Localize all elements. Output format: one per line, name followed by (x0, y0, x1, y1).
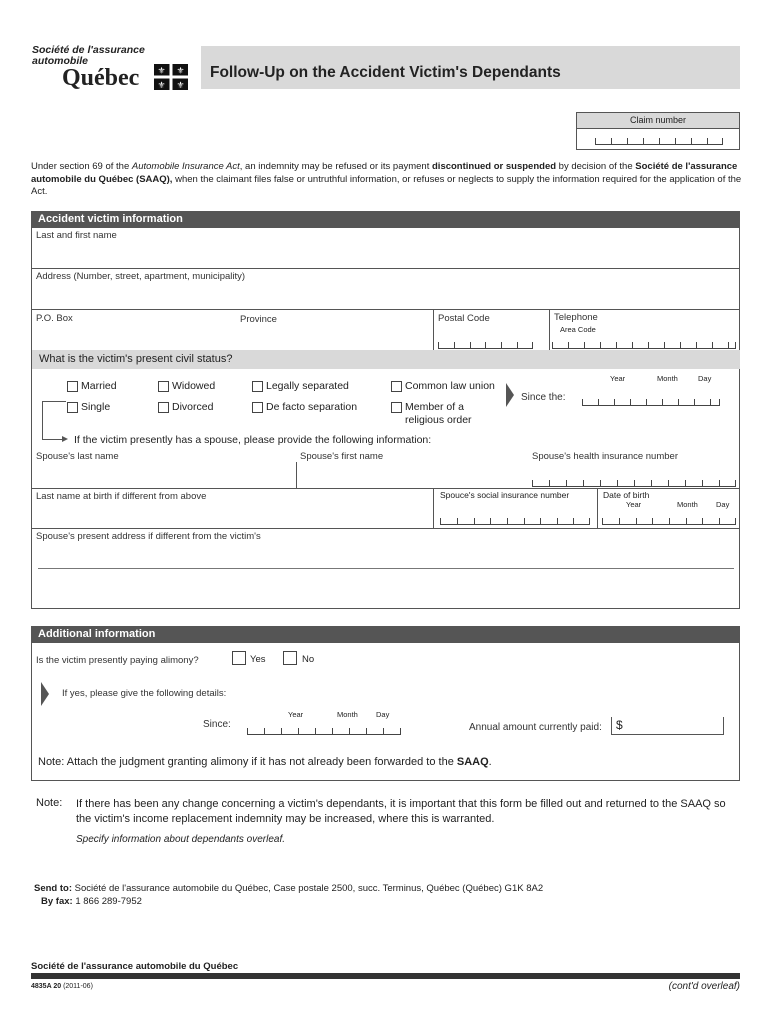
common-law-union-label: Common law union (405, 380, 495, 392)
victim-section-heading: Accident victim information (31, 211, 740, 228)
spouse-sin-label: Spouce's social insurance number (440, 490, 570, 500)
legally-separated-label: Legally separated (266, 380, 349, 392)
common-law-union-checkbox[interactable] (391, 381, 402, 392)
form-code: 4835A 20 (2011-06) (31, 983, 93, 990)
alimony-month-label: Month (337, 710, 358, 719)
claim-number-label: Claim number (576, 112, 740, 128)
footer-org: Société de l'assurance automobile du Québec (31, 961, 239, 972)
additional-section-heading: Additional information (31, 626, 740, 643)
telephone-field[interactable] (552, 341, 736, 349)
quebec-wordmark: Québec (62, 65, 140, 91)
alimony-yes-label: Yes (250, 654, 266, 665)
fleur-de-lis-flag-icon (154, 64, 188, 90)
spouse-note: If the victim presently has a spouse, please provide the following information: (74, 434, 432, 446)
address-field[interactable] (32, 282, 739, 309)
dob-day-label: Day (716, 500, 730, 509)
svg-text:⚜: ⚜ (157, 81, 166, 90)
married-label: Married (81, 380, 117, 392)
alimony-no-checkbox[interactable] (283, 651, 297, 665)
alimony-year-label: Year (288, 710, 304, 719)
annual-amount-label: Annual amount currently paid: (469, 722, 602, 733)
spouse-health-number-field[interactable] (532, 479, 736, 487)
svg-text:⚜: ⚜ (176, 81, 185, 90)
claim-number-field[interactable] (576, 128, 740, 150)
single-checkbox[interactable] (67, 402, 78, 413)
since-month-label: Month (657, 374, 678, 383)
since-day-label: Day (698, 374, 712, 383)
annual-amount-field[interactable] (611, 717, 724, 735)
if-yes-label: If yes, please give the following details: (62, 688, 227, 699)
send-to-line: Send to: Société de l'assurance automobile du Québec, Case postale 2500, succ. Terminus, Québec (Québec) G1K 8A2 (34, 883, 544, 894)
dob-label: Date of birth (603, 490, 650, 500)
since-year-label: Year (610, 374, 626, 383)
birth-last-name-label: Last name at birth if different from above (36, 491, 207, 502)
po-box-label: P.O. Box (36, 313, 73, 324)
spouse-first-name-label: Spouse's first name (300, 451, 384, 462)
postal-code-label: Postal Code (438, 313, 490, 324)
province-label: Province (240, 314, 277, 325)
religious-order-label: Member of a religious order (405, 401, 472, 426)
widowed-label: Widowed (172, 380, 216, 392)
dollar-sign: $ (616, 718, 623, 732)
alimony-yes-checkbox[interactable] (232, 651, 246, 665)
alimony-since-date-field[interactable] (247, 727, 401, 735)
dob-month-label: Month (677, 500, 698, 509)
page-title: Follow-Up on the Accident Victim's Dependants (210, 64, 561, 81)
religious-order-checkbox[interactable] (391, 402, 402, 413)
details-arrow-icon (41, 682, 49, 706)
province-field[interactable] (236, 324, 431, 350)
footer-rule (31, 973, 740, 979)
dob-year-label: Year (626, 500, 642, 509)
since-the-label: Since the: (521, 392, 566, 403)
spouse-sin-field[interactable] (440, 517, 590, 525)
dob-field[interactable] (602, 517, 736, 525)
arrow-head-icon (62, 436, 68, 442)
widowed-checkbox[interactable] (158, 381, 169, 392)
alimony-note: Note: Attach the judgment granting alimony if it has not already been forwarded to the SAAQ. (38, 756, 492, 768)
telephone-label: Telephone (554, 312, 598, 323)
svg-text:⚜: ⚜ (176, 66, 185, 77)
spouse-address-field[interactable] (38, 544, 734, 569)
civil-status-question: What is the victim's present civil status? (32, 350, 740, 369)
title-banner (201, 46, 740, 89)
alimony-since-label: Since: (203, 719, 231, 730)
area-code-label: Area Code (560, 325, 596, 334)
birth-last-name-field[interactable] (32, 502, 432, 528)
note-label: Note: (36, 797, 63, 809)
civil-since-date-field[interactable] (582, 398, 720, 406)
alimony-day-label: Day (376, 710, 390, 719)
intro-paragraph: Under section 69 of the Automobile Insurance Act, an indemnity may be refused or its payment discontinued or suspended by decision of the Société de l'assurance automobile du Québec (SAAQ), when the claimant files false or untruthful information, or refuses or neglects to supply the information required for the application of the Act. (31, 161, 742, 197)
married-checkbox[interactable] (67, 381, 78, 392)
spouse-first-name-field[interactable] (298, 462, 528, 488)
saaq-logo (32, 45, 192, 91)
postal-code-field[interactable] (438, 341, 533, 349)
svg-text:⚜: ⚜ (157, 66, 166, 77)
single-label: Single (81, 401, 111, 413)
de-facto-separation-label: De facto separation (266, 401, 358, 413)
divorced-label: Divorced (172, 401, 214, 413)
org-name-line2: automobile (32, 55, 89, 67)
name-field[interactable] (32, 240, 739, 268)
address-label: Address (Number, street, apartment, municipality) (36, 271, 246, 282)
note-text: If there has been any change concerning a victim's dependants, it is important that this form be filled out and returned to the SAAQ so the victim's income replacement indemnity may be increased, where this is warranted. (76, 798, 726, 825)
name-label: Last and first name (36, 230, 117, 241)
legally-separated-checkbox[interactable] (252, 381, 263, 392)
specify-note: Specify information about dependants overleaf. (76, 834, 286, 845)
org-name-line1: Société de l'assurance (32, 44, 145, 56)
spouse-last-name-field[interactable] (32, 462, 292, 488)
de-facto-separation-checkbox[interactable] (252, 402, 263, 413)
alimony-no-label: No (302, 654, 315, 665)
alimony-question: Is the victim presently paying alimony? (36, 655, 199, 666)
spouse-address-label: Spouse's present address if different from the victim's (36, 531, 261, 542)
spouse-health-label: Spouse's health insurance number (532, 451, 678, 462)
divorced-checkbox[interactable] (158, 402, 169, 413)
arrow-right-icon (506, 383, 514, 407)
contd-overleaf: (cont'd overleaf) (668, 981, 740, 992)
spouse-last-name-label: Spouse's last name (36, 451, 119, 462)
po-box-field[interactable] (32, 324, 232, 350)
fax-line: By fax: 1 866 289-7952 (41, 896, 142, 907)
